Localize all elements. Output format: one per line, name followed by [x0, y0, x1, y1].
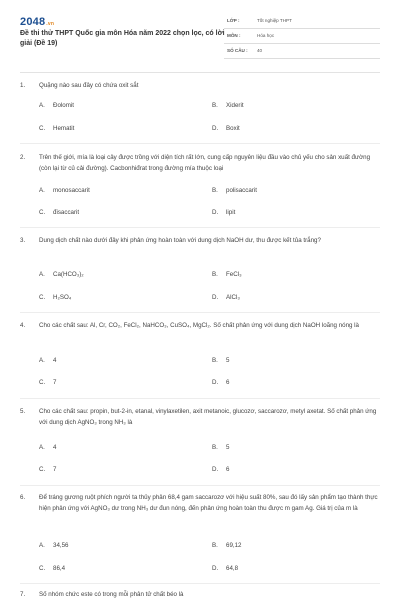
- option-a[interactable]: [39, 101, 74, 111]
- option-letter: B.: [212, 187, 218, 194]
- option-text: Boxit: [226, 125, 240, 132]
- site-logo[interactable]: [20, 16, 54, 28]
- logo-text: 2048: [20, 16, 46, 28]
- option-c[interactable]: [39, 564, 65, 574]
- option-b[interactable]: [212, 541, 241, 551]
- option-letter: C.: [39, 294, 46, 301]
- option-text: 69,12: [226, 542, 242, 549]
- question-stem: [20, 492, 380, 514]
- logo-suffix: .vn: [46, 21, 55, 27]
- option-letter: A.: [39, 102, 45, 109]
- option-a[interactable]: [39, 186, 90, 196]
- meta-row-count: [224, 44, 380, 59]
- question-text: Quặng nào sau đây có chứa oxit sắt: [39, 82, 139, 89]
- question-text: Cho các chất sau: Al, Cr, CO₂, FeCl₂, NaHCO₃, CuSO₄, MgCl₂. Số chất phản ứng với dung dịch NaOH loãng nóng là: [39, 322, 359, 329]
- option-b[interactable]: [212, 356, 229, 366]
- question-divider: [20, 583, 380, 584]
- question-number: 3.: [20, 237, 26, 244]
- question-2: [20, 152, 380, 174]
- option-text: polisaccarit: [226, 187, 257, 194]
- option-letter: B.: [212, 444, 218, 451]
- exam-title: Đề thi thử THPT Quốc gia môn Hóa năm 2022 chọn lọc, có lời giải (Đề 19): [20, 30, 225, 47]
- option-c[interactable]: [39, 465, 56, 475]
- option-letter: C.: [39, 565, 46, 572]
- option-text: AlCl₃: [226, 294, 240, 301]
- option-letter: C.: [39, 379, 46, 386]
- question-divider: [20, 398, 380, 399]
- option-text: 7: [53, 379, 57, 386]
- option-text: 34,56: [53, 542, 69, 549]
- meta-row-class: [224, 14, 380, 29]
- question-stem: [20, 320, 380, 331]
- exam-meta: [224, 14, 380, 59]
- meta-label: SỐ CÂU :: [227, 48, 248, 53]
- option-letter: C.: [39, 209, 46, 216]
- question-number: 1.: [20, 82, 26, 89]
- option-letter: D.: [212, 379, 219, 386]
- option-d[interactable]: [212, 124, 240, 134]
- option-d[interactable]: [212, 293, 240, 303]
- question-text: Trên thế giới, mía là loại cây được trồng với diện tích rất lớn, cung cấp nguyên liệu đầu vào chủ yếu cho sản xuất đường (còn lại từ củ cải đường). Cacbonhiđrat trong đường mía thuộc loại: [39, 154, 371, 172]
- option-b[interactable]: [212, 186, 257, 196]
- option-c[interactable]: [39, 124, 74, 134]
- question-stem: [20, 80, 380, 91]
- option-letter: B.: [212, 357, 218, 364]
- option-a[interactable]: [39, 541, 68, 551]
- option-text: FeCl₃: [226, 271, 242, 278]
- option-d[interactable]: [212, 378, 229, 388]
- option-text: 86,4: [53, 565, 66, 572]
- option-text: đisaccarit: [53, 209, 80, 216]
- question-text: Để tráng gương ruột phích người ta thủy phân 68,4 gam saccarozơ với hiệu suất 80%, sau đó lấy sản phẩm tạo thành thực hiện phản ứng với AgNO₃ dư trong NH₃ dư đun nóng, đến phản ứng hoàn toàn thu được m gam Ag. Giá trị của m là: [39, 494, 378, 512]
- option-a[interactable]: [39, 356, 56, 366]
- option-letter: B.: [212, 271, 218, 278]
- option-text: Đolomit: [53, 102, 74, 109]
- question-number: 4.: [20, 322, 26, 329]
- option-a[interactable]: [39, 443, 56, 453]
- question-number: 5.: [20, 408, 26, 415]
- question-6: [20, 492, 380, 514]
- page-header: [0, 0, 400, 66]
- meta-row-subject: [224, 29, 380, 44]
- question-text: Cho các chất sau: propin, but-2-in, etanal, vinylaxetilen, axit metanoic, glucozơ, saccarozơ, metyl axetat. Số chất phản ứng với dung dịch AgNO₃ trong NH₃ là: [39, 408, 377, 426]
- option-text: lipit: [226, 209, 236, 216]
- meta-value: Tốt nghiệp THPT: [257, 18, 292, 23]
- header-divider: [20, 72, 380, 73]
- meta-label: LỚP :: [227, 18, 240, 23]
- option-c[interactable]: [39, 293, 71, 303]
- option-letter: C.: [39, 466, 46, 473]
- option-b[interactable]: [212, 270, 242, 280]
- question-number: 2.: [20, 154, 26, 161]
- option-d[interactable]: [212, 465, 229, 475]
- question-1: [20, 80, 380, 91]
- question-stem: [20, 406, 380, 428]
- option-text: Hematit: [53, 125, 75, 132]
- option-letter: D.: [212, 209, 219, 216]
- option-letter: B.: [212, 102, 218, 109]
- question-number: 7.: [20, 591, 26, 598]
- option-letter: A.: [39, 444, 45, 451]
- option-letter: A.: [39, 357, 45, 364]
- question-3: [20, 235, 380, 246]
- meta-label: MÔN :: [227, 33, 241, 38]
- option-text: 6: [226, 379, 230, 386]
- question-divider: [20, 227, 380, 228]
- question-divider: [20, 143, 380, 144]
- option-text: H₂SO₄: [53, 294, 72, 301]
- question-7: [20, 589, 380, 600]
- option-text: 64,8: [226, 565, 239, 572]
- option-letter: D.: [212, 294, 219, 301]
- question-text: Số nhóm chức este có trong mỗi phân tử chất béo là: [39, 591, 184, 598]
- option-letter: C.: [39, 125, 46, 132]
- question-stem: [20, 589, 380, 600]
- option-text: Ca(HCO₃)₂: [53, 271, 84, 278]
- option-c[interactable]: [39, 378, 56, 388]
- question-stem: [20, 152, 380, 174]
- option-text: 5: [226, 357, 230, 364]
- option-letter: D.: [212, 125, 219, 132]
- option-letter: A.: [39, 187, 45, 194]
- option-text: 4: [53, 444, 57, 451]
- question-divider: [20, 312, 380, 313]
- question-4: [20, 320, 380, 331]
- option-b[interactable]: [212, 101, 244, 111]
- question-5: [20, 406, 380, 428]
- option-letter: D.: [212, 565, 219, 572]
- option-text: 4: [53, 357, 57, 364]
- option-text: 5: [226, 444, 230, 451]
- question-stem: [20, 235, 380, 246]
- option-c[interactable]: [39, 208, 79, 218]
- option-text: 6: [226, 466, 230, 473]
- option-b[interactable]: [212, 443, 229, 453]
- option-letter: B.: [212, 542, 218, 549]
- option-letter: A.: [39, 271, 45, 278]
- question-text: Dung dịch chất nào dưới đây khi phản ứng hoàn toàn với dung dịch NaOH dư, thu được kết tủa trắng?: [39, 237, 321, 244]
- option-d[interactable]: [212, 208, 235, 218]
- meta-value: 40: [257, 48, 263, 53]
- option-letter: A.: [39, 542, 45, 549]
- question-number: 6.: [20, 494, 26, 501]
- option-text: Xiderit: [226, 102, 244, 109]
- meta-value: Hóa học: [257, 33, 275, 38]
- option-text: monosaccarit: [53, 187, 90, 194]
- question-divider: [20, 485, 380, 486]
- option-a[interactable]: [39, 270, 84, 280]
- option-d[interactable]: [212, 564, 238, 574]
- option-text: 7: [53, 466, 57, 473]
- option-letter: D.: [212, 466, 219, 473]
